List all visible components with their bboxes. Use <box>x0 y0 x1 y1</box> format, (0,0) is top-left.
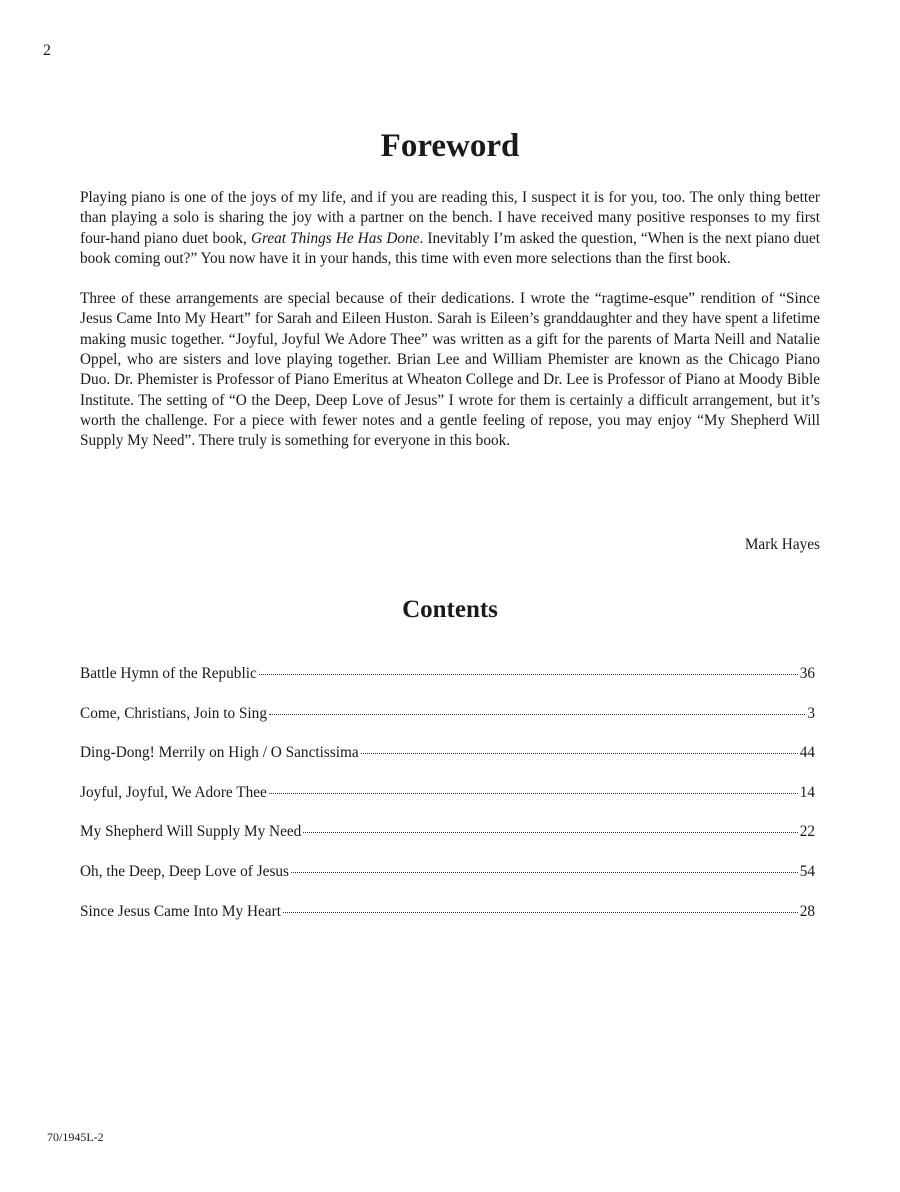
toc-entry-page: 44 <box>799 744 815 762</box>
catalog-code: 70/1945L-2 <box>47 1130 104 1144</box>
toc-entry-title: Battle Hymn of the Republic <box>80 665 257 682</box>
toc-entry-page: 28 <box>799 902 815 920</box>
toc-entry <box>80 744 815 784</box>
toc-entry <box>80 823 815 863</box>
toc-entry-page: 14 <box>799 783 815 801</box>
toc-entry-title: Joyful, Joyful, We Adore Thee <box>80 783 267 801</box>
contents-title: Contents <box>402 596 498 623</box>
toc-entry-page: 22 <box>799 823 815 841</box>
toc-entry <box>80 784 815 824</box>
leader-dots <box>259 674 798 675</box>
toc-entry-title: Ding-Dong! Merrily on High / O Sanctissima <box>80 744 359 762</box>
foreword-paragraph-2: Three of these arrangements are special because of their dedications. I wrote the “ragtime-esque” rendition of “Since Jesus Came Into My Heart” for Sarah and Eileen Huston. Sarah is Eileen’s granddaughter and they have spent a lifetime making music together. “Joyful, Joyful We Adore Thee” was written as a gift for the parents of Marta Neill and Natalie Oppel, who are sisters and love playing together. Brian Lee and William Phemister are known as the Chicago Piano Duo. Dr. Phemister is Professor of Piano Emeritus at Wheaton College and Dr. Lee is Professor of Piano at Moody Bible Institute. The setting of “O the Deep, Deep Love of Jesus” I wrote for them is certainly a difficult arrangement, but it’s worth the challenge. For a piece with fewer notes and a gentle feeling of repose, you may enjoy “My Shepherd Will Supply My Need”. There truly is something for everyone in this book. <box>80 290 820 450</box>
toc-entry-page: 3 <box>807 704 815 722</box>
leader-dots <box>283 912 798 913</box>
leader-dots <box>303 832 797 833</box>
toc-entry <box>80 863 815 903</box>
toc-entry-title: My Shepherd Will Supply My Need <box>80 823 302 841</box>
toc-entry <box>80 903 815 943</box>
toc-entry-page: 36 <box>799 665 815 682</box>
leader-dots <box>269 714 805 715</box>
toc-entry <box>80 665 815 705</box>
table-of-contents <box>80 665 815 942</box>
foreword-title: Foreword <box>380 128 520 164</box>
toc-entry-page: 54 <box>799 862 815 880</box>
toc-entry <box>80 705 815 745</box>
leader-dots <box>361 753 798 754</box>
author-signature: Mark Hayes <box>744 536 820 553</box>
foreword-body <box>80 188 820 472</box>
toc-entry-title: Oh, the Deep, Deep Love of Jesus <box>80 862 289 880</box>
foreword-text: Playing piano is one of the joys of my life, and if you are reading this, I suspect it is for you, too. The only thing better than playing a solo is sharing the joy with a partner on the bench. I have received many positive responses to my first four-hand piano duet book, <box>80 189 820 247</box>
page-number: 2 <box>43 42 51 59</box>
foreword-paragraph-1 <box>80 188 820 269</box>
leader-dots <box>291 872 798 873</box>
toc-entry-title: Come, Christians, Join to Sing <box>80 704 267 722</box>
leader-dots <box>269 793 798 794</box>
toc-entry-title: Since Jesus Came Into My Heart <box>80 902 281 920</box>
book-title: Great Things He Has Done <box>250 229 420 247</box>
foreword-text: . Inevitably I’m asked the question, “When is the next piano duet book coming out?” You now have it in your hands, this time with even more selections than the first book. <box>80 229 820 267</box>
